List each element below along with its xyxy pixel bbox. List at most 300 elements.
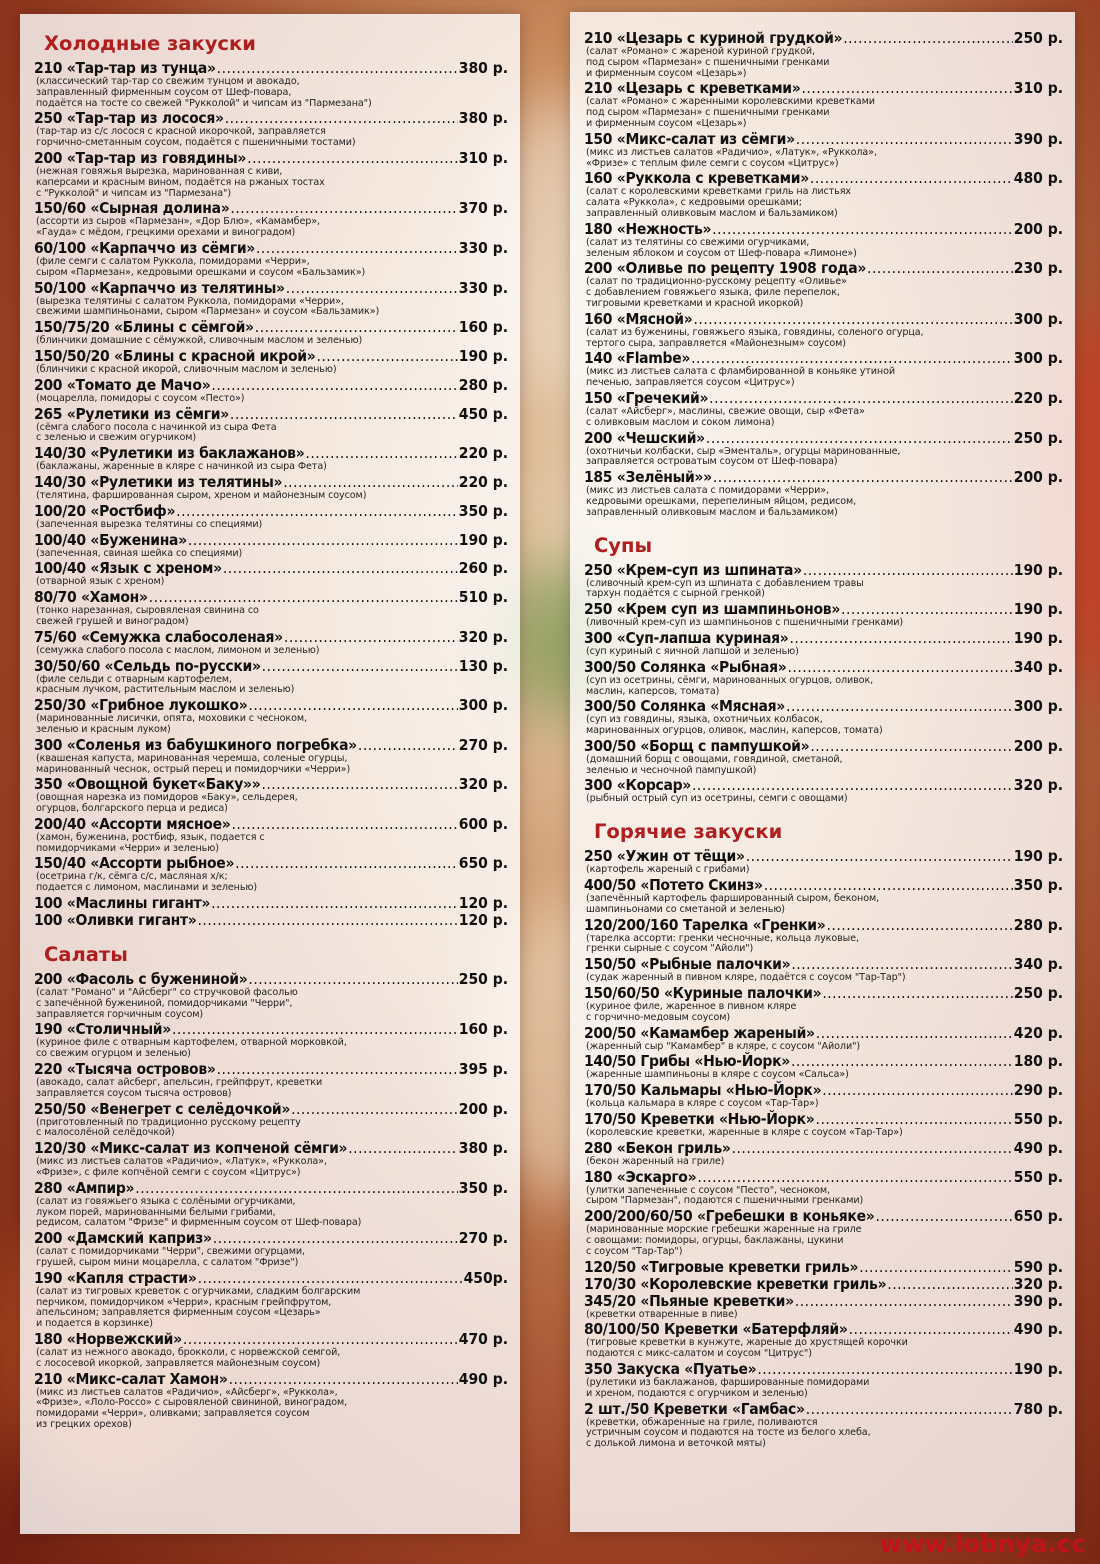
description-line: (микс из листьев салатов «Радичио», «Латук», «Руккола», <box>586 146 877 158</box>
menu-item-header <box>34 589 508 606</box>
menu-item-price: 330 р. <box>458 238 508 257</box>
menu-item-name: 350 Закуска «Пуатье» <box>584 1360 757 1379</box>
menu-item-name: 350 «Овощной букет«Баку»» <box>34 775 261 794</box>
dot-leader <box>149 589 458 606</box>
description-line: «Фризе», «Лоло-Россо» с сыровяленой свининой, виноградом, <box>36 1397 348 1409</box>
menu-item-price: 190 р. <box>458 346 508 365</box>
menu-item-description <box>584 1225 1063 1257</box>
menu-item-name: 300/50 Солянка «Мясная» <box>584 697 786 716</box>
menu-item-price: 390 р. <box>1013 129 1063 148</box>
dot-leader <box>712 221 1013 238</box>
menu-item <box>584 221 1063 260</box>
description-line: шампиньонами со сметаной и зеленью) <box>586 903 785 915</box>
description-line: заправленный оливковым маслом и бальзамиком) <box>586 207 838 219</box>
description-line: грушей, сыром мини моцарелла, с салатом "Фризе") <box>36 1257 299 1269</box>
menu-item-header <box>34 1270 508 1287</box>
menu-item <box>584 562 1063 601</box>
menu-item-price: 330 р. <box>458 278 508 297</box>
description-line: (микс из листьев салата с помидорами «Черри», <box>586 485 830 497</box>
menu-item-name: 140/50 Грибы «Нью-Йорк» <box>584 1052 790 1071</box>
description-line: огурцов, болгарского перца и редиса) <box>36 803 228 815</box>
dot-leader <box>787 659 1012 676</box>
description-line: (моцарелла, помидоры с соусом «Песто») <box>36 392 245 404</box>
description-line: зеленью и чесночной пампушкой) <box>586 764 757 776</box>
menu-item <box>584 1321 1063 1360</box>
dot-leader <box>235 855 458 872</box>
menu-item-name: 160 «Руккола с креветками» <box>584 169 809 188</box>
menu-item-price: 190 р. <box>458 530 508 549</box>
menu-item-header <box>584 738 1063 755</box>
menu-item-header <box>34 1140 508 1157</box>
menu-item <box>584 698 1063 737</box>
menu-item-header <box>584 260 1063 277</box>
menu-item-header <box>34 1371 508 1388</box>
menu-item <box>34 589 508 628</box>
menu-item-description <box>34 77 508 109</box>
dot-leader <box>806 1401 1013 1418</box>
menu-item-name: 100/40 «Буженина» <box>34 530 187 549</box>
menu-item <box>34 776 508 815</box>
menu-item-name: 200 «Томато де Мачо» <box>34 375 211 394</box>
dot-leader <box>822 985 1012 1002</box>
menu-item-header <box>34 150 508 167</box>
dot-leader <box>692 777 1013 794</box>
description-line: (салат «Айсберг», маслины, свежие овощи, сыр «Фета» <box>586 405 865 417</box>
description-line: и фирменным соусом «Цезарь») <box>586 67 747 79</box>
menu-item <box>584 1361 1063 1400</box>
menu-item <box>584 1293 1063 1321</box>
menu-item-description <box>584 1042 1063 1053</box>
menu-item-header <box>34 816 508 833</box>
menu-item-header <box>584 1401 1063 1418</box>
description-line: (квашеная капуста, маринованная черемша, соленые огурцы, <box>36 752 348 764</box>
dot-leader <box>810 170 1013 187</box>
section-gap <box>34 929 508 943</box>
menu-item-price: 300 р. <box>1013 349 1063 368</box>
menu-item-price: 290 р. <box>1013 1081 1063 1100</box>
description-line: (баклажаны, жаренные в кляре с начинкой из сыра Фета) <box>36 461 327 473</box>
description-line: (осетрина г/к, сёмга с/с, масляная х/к; <box>36 871 228 883</box>
menu-item <box>584 917 1063 956</box>
description-line: с лососевой икоркой, заправляется майонезным соусом) <box>36 1357 321 1369</box>
menu-item-price: 270 р. <box>458 1229 508 1248</box>
menu-item-description <box>584 618 1063 629</box>
menu-item-name: 100 «Оливки гигант» <box>34 911 197 930</box>
menu-item <box>584 170 1063 219</box>
dot-leader <box>887 1276 1012 1293</box>
description-line: с долькой лимона и веточкой мяты) <box>586 1438 766 1450</box>
menu-item <box>34 406 508 445</box>
menu-item-description <box>584 407 1063 429</box>
dot-leader <box>262 658 458 675</box>
menu-item <box>34 110 508 149</box>
menu-item-name: 220 «Тысяча островов» <box>34 1060 216 1079</box>
menu-item <box>584 1140 1063 1168</box>
description-line: (сёмга слабого посола с начинкой из сыра Фета <box>36 421 277 433</box>
menu-item-header <box>34 240 508 257</box>
menu-item-price: 550 р. <box>1013 1167 1063 1186</box>
dot-leader <box>849 1321 1013 1338</box>
menu-item-name: 200 «Оливье по рецепту 1908 года» <box>584 259 867 278</box>
menu-item <box>584 1401 1063 1450</box>
description-line: заправляется островатым соусом от Шеф-повара) <box>586 456 838 468</box>
menu-item-price: 220 р. <box>458 444 508 463</box>
menu-item-header <box>584 1259 1063 1276</box>
description-line: (салат по традиционно-русскому рецепту «Оливье» <box>586 276 847 288</box>
menu-item-header <box>584 1025 1063 1042</box>
description-line: с добавлением говяжьего языка, филе перепелок, <box>586 287 840 299</box>
dot-leader <box>709 390 1013 407</box>
menu-item-description <box>34 423 508 445</box>
dot-leader <box>198 912 458 929</box>
menu-item-price: 300 р. <box>458 696 508 715</box>
menu-item <box>584 1276 1063 1293</box>
menu-item-description <box>34 365 508 376</box>
dot-leader <box>231 816 457 833</box>
menu-item-name: 120/200/160 Тарелка «Гренки» <box>584 915 826 934</box>
description-line: (салат из телятины со свежими огурчиками, <box>586 236 810 248</box>
menu-item-description <box>584 97 1063 129</box>
menu-item-header <box>584 601 1063 618</box>
menu-item-name: 280 «Ампир» <box>34 1178 135 1197</box>
dot-leader <box>810 738 1012 755</box>
menu-item-header <box>584 1361 1063 1378</box>
menu-item <box>34 200 508 239</box>
dot-leader <box>198 1270 463 1287</box>
menu-item-name: 100/20 «Ростбиф» <box>34 501 176 520</box>
menu-item-price: 250 р. <box>458 970 508 989</box>
description-line: с запечённой бужениной, помидорчиками "Черри", <box>36 997 293 1009</box>
description-line: зеленым яблоком и соусом от Шеф-повара «Лимоне») <box>586 247 857 259</box>
menu-item-header <box>584 1169 1063 1186</box>
dot-leader <box>176 503 458 520</box>
menu-item-header <box>34 629 508 646</box>
menu-item <box>34 912 508 929</box>
menu-item-header <box>34 503 508 520</box>
site-link[interactable]: www.lobnya.cc <box>879 1530 1086 1558</box>
dot-leader <box>816 1025 1013 1042</box>
menu-item-header <box>34 1180 508 1197</box>
description-line: заправляется соусом тысяча островов) <box>36 1087 232 1099</box>
dot-leader <box>801 80 1012 97</box>
menu-item-header <box>584 1140 1063 1157</box>
menu-item-description <box>584 328 1063 350</box>
dot-leader <box>713 469 1013 486</box>
menu-item-price: 260 р. <box>458 559 508 578</box>
menu-item-description <box>34 793 508 815</box>
menu-item-name: 100 «Маслины гигант» <box>34 894 211 913</box>
menu-item-price: 190 р. <box>1013 847 1063 866</box>
section-gap <box>584 806 1063 820</box>
menu-item-description <box>34 606 508 628</box>
menu-item <box>584 738 1063 777</box>
dot-leader <box>217 60 458 77</box>
dot-leader <box>188 532 458 549</box>
description-line: маринованных огурцов, оливок, маслин, каперсов, томата) <box>586 725 883 737</box>
menu-item <box>34 60 508 109</box>
description-line: и подается в корзинке) <box>36 1318 153 1330</box>
menu-item <box>34 697 508 736</box>
description-line: (филе сельди с отварным картофелем, <box>36 673 232 685</box>
description-line: красным лучком, растительным маслом и зеленью) <box>36 684 295 696</box>
menu-item-price: 130 р. <box>458 656 508 675</box>
menu-item-description <box>584 934 1063 956</box>
menu-item-header <box>34 737 508 754</box>
menu-item-name: 250 «Крем суп из шампиньонов» <box>584 600 841 619</box>
menu-item-name: 210 «Микс-салат Хамон» <box>34 1369 228 1388</box>
menu-item-price: 200 р. <box>1013 219 1063 238</box>
menu-item-price: 490 р. <box>458 1369 508 1388</box>
menu-item-price: 450р. <box>463 1268 508 1287</box>
menu-item-price: 280 р. <box>1013 915 1063 934</box>
description-line: апельсином; заправляется фирменным соусом «Цезарь» <box>36 1307 321 1319</box>
description-line: (куриное филе, жаренное в пивном кляре <box>586 1001 797 1013</box>
menu-item <box>34 445 508 473</box>
menu-item <box>584 260 1063 309</box>
menu-item <box>584 1169 1063 1208</box>
menu-item-header <box>34 1230 508 1247</box>
description-line: (микс из листьев салатов «Радичио», «Латук», «Руккола», <box>36 1156 327 1168</box>
menu-item-name: 180 «Норвежский» <box>34 1330 182 1349</box>
description-line: тигровыми креветками и красной икоркой) <box>586 297 804 309</box>
menu-item-header <box>34 776 508 793</box>
description-line: (вырезка телятины с салатом Руккола, помидорами «Черри», <box>36 295 344 307</box>
dot-leader <box>822 1082 1012 1099</box>
dot-leader <box>746 848 1013 865</box>
menu-item-price: 470 р. <box>458 1330 508 1349</box>
menu-item-description <box>34 1118 508 1140</box>
menu-item-header <box>34 60 508 77</box>
description-line: (микс из листьев салата с фламбированной в коньяке утиной <box>586 366 896 378</box>
description-line: (тар-тар из с/с лосося с красной икорочкой, заправляется <box>36 126 326 138</box>
menu-item-name: 50/100 «Карпаччо из телятины» <box>34 278 285 297</box>
dot-leader <box>843 30 1013 47</box>
description-line: луком порей, маринованными белыми грибами, <box>36 1206 276 1218</box>
menu-item-price: 340 р. <box>1013 657 1063 676</box>
dot-leader <box>247 150 458 167</box>
menu-item <box>34 1180 508 1229</box>
menu-item-price: 250 р. <box>1013 428 1063 447</box>
description-line: (салат с королевскими креветками гриль на листьях <box>586 186 851 198</box>
menu-item <box>34 658 508 697</box>
description-line: (кольца кальмара в кляре с соусом «Тар-Тар») <box>586 1098 819 1110</box>
dot-leader <box>183 1331 458 1348</box>
menu-item-description <box>584 1002 1063 1024</box>
menu-item <box>34 560 508 588</box>
menu-item-name: 345/20 «Пьяные креветки» <box>584 1291 794 1310</box>
menu-item <box>584 1208 1063 1257</box>
menu-item-price: 190 р. <box>1013 628 1063 647</box>
menu-item-description <box>34 988 508 1020</box>
menu-item-price: 480 р. <box>1013 169 1063 188</box>
description-line: с овощами: помидоры, огурцы, баклажаны, цукини <box>586 1235 844 1247</box>
description-line: под сыром «Пармезан» с пшеничными гренками <box>586 107 830 119</box>
dot-leader <box>706 430 1013 447</box>
menu-item-description <box>34 714 508 736</box>
right-menu-column <box>570 12 1075 1532</box>
menu-item <box>34 1021 508 1060</box>
menu-item <box>584 777 1063 805</box>
menu-item-price: 780 р. <box>1013 1399 1063 1418</box>
dot-leader <box>291 1101 458 1118</box>
description-line: (салат из говяжьего языка с солёными огурчиками, <box>36 1195 296 1207</box>
menu-item-header <box>34 697 508 714</box>
menu-item <box>584 430 1063 469</box>
menu-item-header <box>584 221 1063 238</box>
menu-item-price: 270 р. <box>458 735 508 754</box>
description-line: (куриное филе с отварным картофелем, отварной морковкой, <box>36 1037 347 1049</box>
menu-item-name: 300/50 «Борщ с пампушкой» <box>584 736 810 755</box>
menu-item-description <box>584 367 1063 389</box>
menu-item-price: 310 р. <box>458 148 508 167</box>
description-line: (нежная говяжья вырезка, маринованная с киви, <box>36 165 283 177</box>
menu-item-description <box>584 277 1063 309</box>
menu-item-price: 120 р. <box>458 911 508 930</box>
menu-item <box>584 311 1063 350</box>
menu-item-header <box>34 406 508 423</box>
menu-item-description <box>584 1418 1063 1450</box>
menu-item-header <box>584 1293 1063 1310</box>
menu-item-price: 190 р. <box>1013 560 1063 579</box>
menu-item-header <box>34 912 508 929</box>
menu-item-description <box>34 394 508 405</box>
description-line: подается с лимоном, маслинами и зеленью) <box>36 882 258 894</box>
menu-item-description <box>584 447 1063 469</box>
menu-item <box>34 1331 508 1370</box>
description-line: сыром "Пармезан", подаются с пшеничными гренками) <box>586 1195 864 1207</box>
menu-item <box>34 855 508 894</box>
menu-item-price: 300 р. <box>1013 309 1063 328</box>
menu-item-price: 380 р. <box>458 109 508 128</box>
left-menu-column <box>20 14 520 1534</box>
description-line: салата «Руккола», с кедровыми орешками; <box>586 197 802 209</box>
menu-item-price: 370 р. <box>458 199 508 218</box>
menu-item-name: 140 «Flambe» <box>584 349 691 368</box>
dot-leader <box>764 877 1013 894</box>
dot-leader <box>230 200 457 217</box>
menu-item-price: 320 р. <box>458 627 508 646</box>
menu-item-header <box>584 698 1063 715</box>
menu-item-name: 210 «Тар-тар из тунца» <box>34 59 216 77</box>
menu-item-description <box>34 336 508 347</box>
description-line: (домашний борщ с овощами, говядиной, сметаной, <box>586 753 843 765</box>
menu-item-name: 190 «Капля страсти» <box>34 1268 197 1287</box>
dot-leader <box>255 319 458 336</box>
menu-item-price: 490 р. <box>1013 1138 1063 1157</box>
menu-item-price: 320 р. <box>1013 1274 1063 1293</box>
menu-item-name: 190 «Столичный» <box>34 1020 171 1039</box>
menu-item-price: 340 р. <box>1013 955 1063 974</box>
menu-item-name: 250 «Тар-тар из лосося» <box>34 109 224 128</box>
menu-item <box>584 1259 1063 1276</box>
dot-leader <box>248 697 457 714</box>
menu-item-description <box>34 297 508 319</box>
menu-item-price: 650 р. <box>1013 1207 1063 1226</box>
dot-leader <box>261 776 457 793</box>
description-line: тархун подаётся с сырной гренкой) <box>586 588 765 600</box>
menu-item-description <box>584 794 1063 805</box>
menu-item-name: 180 «Нежность» <box>584 219 712 238</box>
description-line: (овощная нарезка из помидоров «Баку», сельдерея, <box>36 792 298 804</box>
menu-item-header <box>34 532 508 549</box>
menu-item <box>34 240 508 279</box>
description-line: (запеченная вырезка телятины со специями) <box>36 518 263 530</box>
menu-item-description <box>584 1310 1063 1321</box>
dot-leader <box>693 311 1012 328</box>
menu-item-name: 200/200/60/50 «Гребешки в коньяке» <box>584 1207 875 1226</box>
menu-item-description <box>584 973 1063 984</box>
description-line: тертого сыра, заправляется «Майонезным» соусом) <box>586 337 846 349</box>
dot-leader <box>256 240 458 257</box>
menu-item-header <box>584 985 1063 1002</box>
description-line: кедровыми орешками, перепелиным яйцом, редисом, <box>586 495 857 507</box>
menu-item-name: 150/75/20 «Блины с сёмгой» <box>34 318 254 337</box>
menu-item-price: 650 р. <box>458 854 508 873</box>
menu-item <box>34 1230 508 1269</box>
dot-leader <box>732 1140 1013 1157</box>
menu-item-description <box>584 486 1063 518</box>
menu-item-header <box>584 1082 1063 1099</box>
description-line: (запеченная, свиная шейка со специями) <box>36 547 243 559</box>
menu-item <box>584 848 1063 876</box>
menu-item <box>584 659 1063 698</box>
description-line: (классический тар-тар со свежим тунцом и авокадо, <box>36 76 300 87</box>
menu-item-header <box>584 170 1063 187</box>
description-line: (суп из осетрины, сёмги, маринованных огурцов, оливок, <box>586 674 874 686</box>
description-line: (семужка слабого посола с маслом, лимоном и зеленью) <box>36 644 320 656</box>
menu-item-price: 350 р. <box>458 501 508 520</box>
menu-item-name: 265 «Рулетики из сёмги» <box>34 404 229 423</box>
menu-item-description <box>34 1038 508 1060</box>
menu-item <box>34 1101 508 1140</box>
menu-item-price: 350 р. <box>1013 876 1063 895</box>
description-line: (салат «Романо» с жареной куриной грудкой, <box>586 46 815 57</box>
menu-item-price: 220 р. <box>458 472 508 491</box>
description-line: (сливочный крем-суп из шпината с добавлением травы <box>586 577 864 589</box>
menu-item-header <box>584 917 1063 934</box>
menu-item-name: 150/50/20 «Блины с красной икрой» <box>34 346 316 365</box>
description-line: (бекон жаренный на гриле) <box>586 1155 725 1167</box>
menu-item-description <box>584 755 1063 777</box>
dot-leader <box>816 1111 1013 1128</box>
menu-item-header <box>584 956 1063 973</box>
menu-item-header <box>584 430 1063 447</box>
menu-item-name: 150 «Гречекий» <box>584 388 709 407</box>
menu-item-description <box>34 754 508 776</box>
menu-item-header <box>584 30 1063 47</box>
menu-item-header <box>584 350 1063 367</box>
description-line: горчично-сметанным соусом, подаётся с пшеничными тостами) <box>36 137 356 149</box>
dot-leader <box>316 348 457 365</box>
menu-item-description <box>34 520 508 531</box>
menu-item-description <box>34 257 508 279</box>
menu-item-description <box>34 1247 508 1269</box>
dot-leader <box>283 474 458 491</box>
description-line: (авокадо, салат айсберг, апельсин, грейпфрут, креветки <box>36 1077 323 1089</box>
menu-item-name: 75/60 «Семужка слабосоленая» <box>34 627 283 646</box>
menu-item <box>584 1025 1063 1053</box>
menu-item-price: 280 р. <box>458 375 508 394</box>
menu-item-name: 170/50 Кальмары «Нью-Йорк» <box>584 1081 822 1100</box>
menu-item-name: 150/50 «Рыбные палочки» <box>584 955 791 974</box>
description-line: (отварной язык с хреном) <box>36 576 165 588</box>
menu-item <box>584 390 1063 429</box>
dot-leader <box>213 1230 458 1247</box>
menu-item <box>34 474 508 502</box>
menu-item-price: 120 р. <box>458 894 508 913</box>
menu-item-header <box>584 469 1063 486</box>
menu-item-description <box>584 47 1063 79</box>
